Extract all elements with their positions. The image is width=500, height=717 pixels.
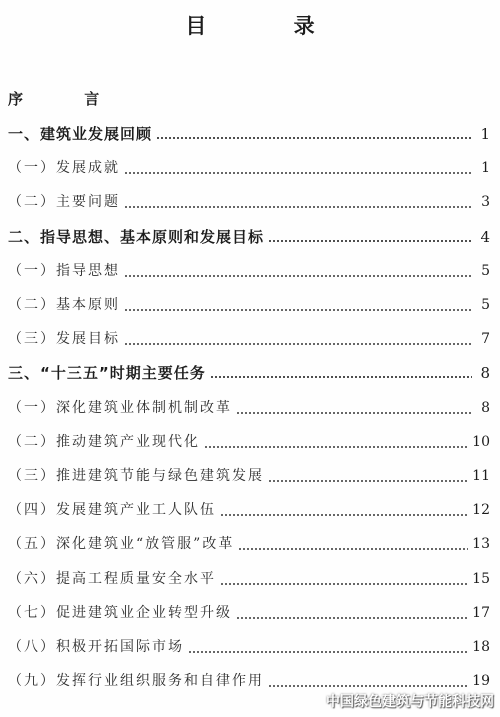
toc-entry-label: （三）推进建筑节能与绿色建筑发展 — [8, 468, 264, 484]
toc-entry-page: 10 — [472, 434, 490, 450]
toc-entry-page: 8 — [481, 400, 490, 416]
toc-entry[interactable] — [8, 291, 490, 315]
dot-leader — [268, 240, 472, 242]
toc-entry-label: （四）发展建筑产业工人队伍 — [8, 502, 216, 518]
toc-entry[interactable] — [8, 565, 490, 589]
toc-entry[interactable] — [8, 257, 490, 281]
dot-leader — [236, 617, 468, 619]
toc-entry-label: （二）主要问题 — [8, 194, 120, 210]
toc-entry-label: （五）深化建筑业“放管服”改革 — [8, 536, 235, 552]
toc-entry-page: 4 — [480, 228, 490, 246]
toc-entry[interactable] — [8, 223, 490, 247]
toc-entry[interactable] — [8, 667, 490, 691]
toc-entry-page: 5 — [481, 263, 490, 279]
toc-entry-page: 5 — [481, 297, 490, 313]
toc-entry-page: 19 — [472, 673, 490, 689]
toc-entry[interactable] — [8, 496, 490, 520]
toc-entry-label: 一、建筑业发展回顾 — [8, 125, 153, 143]
toc-entry[interactable] — [8, 120, 490, 144]
toc-entry-label: （六）提高工程质量安全水平 — [8, 571, 216, 587]
dot-leader — [124, 275, 472, 277]
dot-leader — [220, 514, 468, 516]
toc-entry-page: 15 — [472, 571, 490, 587]
toc-entry-page: 11 — [472, 468, 490, 484]
page-title: 目 录 — [185, 13, 355, 38]
toc-entry-label: （二）基本原则 — [8, 297, 120, 313]
dot-leader — [188, 651, 468, 653]
toc-entry-page: 3 — [481, 194, 490, 210]
toc-entry-label: （八）积极开拓国际市场 — [8, 639, 184, 655]
toc-entry-page: 1 — [480, 125, 490, 143]
toc-entry-page: 1 — [481, 160, 490, 176]
dot-leader — [124, 309, 472, 311]
toc-entry[interactable] — [8, 394, 490, 418]
dot-leader — [124, 172, 472, 174]
toc-entry-label: （一）发展成就 — [8, 160, 120, 176]
dot-leader — [124, 343, 472, 345]
toc-entry[interactable] — [8, 599, 490, 623]
toc-entry-label: （一）指导思想 — [8, 263, 120, 279]
dot-leader — [124, 206, 472, 208]
toc-entry-page: 17 — [472, 605, 490, 621]
dot-leader — [204, 446, 468, 448]
toc-entry[interactable] — [8, 188, 490, 212]
dot-leader — [236, 412, 472, 414]
toc-entry[interactable] — [8, 530, 490, 554]
toc-entry-page: 8 — [480, 364, 490, 382]
toc-entry[interactable] — [8, 428, 490, 452]
toc-entry-label: （七）促进建筑业企业转型升级 — [8, 605, 232, 621]
toc-entry-label: 三、“十三五”时期主要任务 — [8, 364, 206, 382]
toc-entry[interactable] — [8, 633, 490, 657]
dot-leader — [268, 685, 468, 687]
dot-leader — [220, 583, 468, 585]
toc-entry[interactable] — [8, 325, 490, 349]
preface-heading: 序 言 — [8, 90, 128, 108]
toc-entry[interactable] — [8, 462, 490, 486]
toc-entry-page: 12 — [472, 502, 490, 518]
toc-entry-page: 7 — [481, 331, 490, 347]
toc-entry-page: 13 — [472, 536, 490, 552]
watermark: 中国绿色建筑与节能科技网 — [326, 694, 494, 710]
dot-leader — [268, 480, 468, 482]
toc-entry-label: （二）推动建筑产业现代化 — [8, 434, 200, 450]
dot-leader — [210, 376, 472, 378]
toc-entry-page: 18 — [472, 639, 490, 655]
toc-entry[interactable] — [8, 154, 490, 178]
toc-entry[interactable] — [8, 359, 490, 383]
toc-entry-label: （三）发展目标 — [8, 331, 120, 347]
toc-entry-label: （一）深化建筑业体制机制改革 — [8, 400, 232, 416]
dot-leader — [156, 137, 472, 139]
toc-entry-label: （九）发挥行业组织服务和自律作用 — [8, 673, 264, 689]
dot-leader — [238, 548, 468, 550]
toc-entry-label: 二、指导思想、基本原则和发展目标 — [8, 228, 265, 246]
